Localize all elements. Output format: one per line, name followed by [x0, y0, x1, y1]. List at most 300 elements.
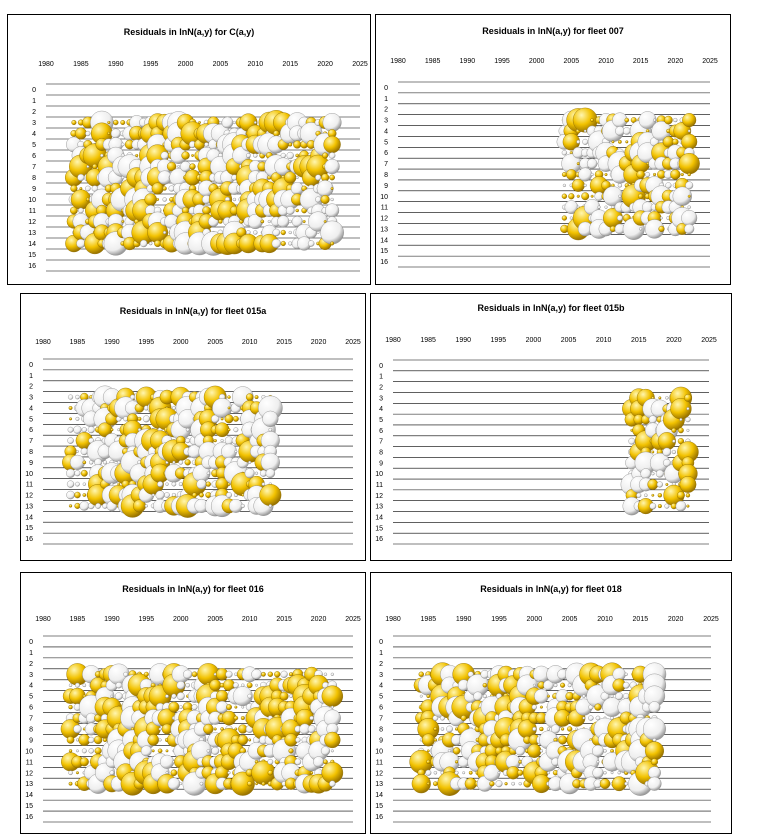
bubble-negative: [289, 220, 292, 223]
y-tick-label: 5: [379, 693, 383, 701]
x-tick-label: 2020: [667, 58, 684, 65]
bubble-negative: [684, 224, 694, 234]
bubble-negative: [295, 759, 301, 765]
bubble-positive: [321, 195, 330, 204]
bubble-negative: [68, 427, 73, 432]
bubble-positive: [652, 451, 654, 453]
bubble-negative: [179, 705, 182, 708]
bubble-positive: [652, 494, 654, 496]
bubble-negative: [76, 450, 78, 452]
bubble-negative: [172, 406, 175, 409]
panel-fleet-015b: [370, 293, 732, 561]
x-tick-label: 1980: [385, 337, 401, 344]
bubble-negative: [570, 217, 573, 220]
bubble-negative: [163, 231, 166, 234]
bubble-positive: [214, 728, 217, 731]
y-tick-label: 15: [25, 525, 33, 533]
bubble-negative: [266, 469, 275, 478]
bubble-negative: [226, 492, 232, 498]
bubble-negative: [588, 716, 593, 721]
y-tick-label: 1: [32, 98, 36, 105]
bubble-negative: [426, 770, 432, 776]
bubble-negative: [241, 504, 245, 508]
x-tick-label: 2010: [241, 339, 258, 346]
bubble-negative: [88, 737, 94, 743]
bubble-negative: [331, 706, 333, 708]
bubble-positive: [528, 744, 542, 758]
bubble-negative: [547, 771, 550, 774]
bubble-positive: [95, 748, 102, 755]
bubble-positive: [135, 154, 138, 157]
bubble-positive: [206, 482, 211, 487]
bubble-negative: [643, 718, 665, 740]
y-tick-label: 15: [375, 803, 383, 811]
bubble-positive: [145, 193, 157, 205]
bubble-negative: [186, 683, 190, 687]
bubble-negative: [277, 216, 289, 228]
bubble-negative: [221, 439, 224, 442]
bubble-positive: [489, 781, 494, 786]
bubble-positive: [169, 702, 179, 712]
bubble-negative: [242, 706, 244, 708]
bubble-negative: [111, 695, 113, 697]
x-tick-label: 1995: [138, 616, 155, 623]
bubble-negative: [532, 705, 537, 710]
bubble-negative: [251, 669, 261, 679]
bubble-chart-fleet-016: [21, 573, 365, 833]
bubble-negative: [78, 174, 85, 181]
bubble-positive: [483, 683, 487, 687]
y-tick-label: 14: [375, 792, 383, 800]
bubble-negative: [186, 428, 189, 431]
y-tick-label: 6: [32, 153, 36, 160]
y-tick-label: 6: [384, 150, 388, 158]
x-tick-label: 2010: [598, 58, 614, 65]
bubble-negative: [665, 396, 668, 399]
y-tick-label: 0: [29, 638, 33, 646]
bubble-positive: [107, 121, 110, 124]
x-tick-label: 1980: [35, 616, 51, 623]
bubble-negative: [117, 461, 120, 464]
bubble-positive: [67, 736, 74, 743]
y-tick-label: 0: [379, 638, 383, 646]
bubble-positive: [191, 154, 193, 156]
y-tick-label: 5: [29, 693, 33, 701]
x-tick-label: 1985: [420, 337, 436, 344]
x-tick-label: 1985: [69, 616, 86, 623]
bubble-negative: [229, 499, 242, 512]
x-tick-label: 1980: [390, 58, 406, 65]
bubble-positive: [185, 460, 191, 466]
y-tick-label: 14: [25, 792, 33, 800]
x-tick-label: 2020: [310, 616, 327, 623]
bubble-negative: [591, 173, 594, 176]
y-tick-label: 5: [379, 417, 383, 425]
bubble-positive: [659, 226, 665, 232]
x-tick-label: 2000: [177, 61, 194, 68]
bubble-positive: [612, 141, 615, 144]
y-tick-label: 8: [379, 726, 383, 734]
bubble-negative: [688, 130, 690, 132]
bubble-negative: [141, 746, 152, 757]
bubble-negative: [177, 165, 179, 167]
y-tick-label: 2: [32, 109, 36, 116]
bubble-positive: [678, 428, 683, 433]
x-tick-label: 1985: [69, 339, 86, 346]
bubble-positive: [69, 418, 72, 421]
bubble-positive: [228, 428, 231, 431]
bubble-negative: [75, 683, 80, 688]
bubble-negative: [262, 483, 265, 486]
x-tick-label: 2015: [632, 616, 649, 623]
y-tick-label: 8: [32, 175, 36, 182]
bubble-negative: [617, 215, 622, 220]
bubble-negative: [262, 411, 278, 427]
y-tick-label: 1: [379, 373, 383, 381]
y-tick-label: 1: [29, 372, 33, 380]
y-tick-label: 6: [379, 427, 383, 435]
y-tick-label: 4: [379, 406, 383, 414]
bubble-negative: [89, 748, 94, 753]
bubble-negative: [685, 417, 690, 422]
bubble-positive: [255, 395, 259, 399]
bubble-negative: [76, 750, 78, 752]
bubble-positive: [280, 692, 288, 700]
bubble-positive: [427, 750, 429, 752]
bubble-negative: [650, 503, 656, 509]
y-tick-label: 16: [375, 536, 383, 544]
bubble-negative: [540, 749, 543, 752]
bubble-positive: [192, 672, 197, 677]
bubble-negative: [676, 501, 686, 511]
y-tick-label: 14: [375, 514, 383, 522]
bubble-positive: [221, 418, 224, 421]
bubble-negative: [582, 139, 588, 145]
bubble-negative: [593, 767, 604, 778]
x-tick-label: 2015: [282, 61, 299, 68]
bubble-positive: [645, 742, 664, 761]
bubble-positive: [687, 505, 690, 508]
bubble-negative: [665, 504, 670, 509]
bubble-positive: [324, 136, 341, 153]
y-tick-label: 13: [375, 503, 383, 511]
y-tick-label: 12: [375, 770, 383, 778]
y-tick-label: 12: [25, 770, 33, 778]
bubble-negative: [287, 152, 294, 159]
bubble-negative: [179, 460, 183, 464]
bubble-negative: [159, 739, 162, 742]
x-tick-label: 2020: [667, 616, 684, 623]
bubble-negative: [111, 129, 121, 139]
y-tick-label: 5: [384, 139, 388, 147]
bubble-positive: [581, 193, 589, 201]
bubble-negative: [649, 416, 657, 424]
bubble-positive: [461, 715, 467, 721]
y-tick-label: 1: [379, 649, 383, 657]
bubble-positive: [453, 747, 460, 754]
bubble-negative: [95, 503, 100, 508]
bubble-positive: [681, 173, 684, 176]
bubble-negative: [177, 681, 185, 689]
x-tick-label: 2000: [172, 616, 189, 623]
bubble-negative: [446, 726, 452, 732]
x-tick-label: 1995: [490, 337, 507, 344]
bubble-positive: [261, 220, 264, 223]
y-tick-label: 0: [384, 84, 388, 92]
bubble-positive: [199, 493, 203, 497]
bubble-positive: [182, 152, 190, 160]
bubble-negative: [248, 461, 251, 464]
bubble-positive: [74, 492, 80, 498]
bubble-positive: [122, 220, 124, 222]
bubble-negative: [329, 152, 335, 158]
x-tick-label: 2015: [630, 337, 647, 344]
bubble-negative: [166, 483, 169, 486]
y-tick-label: 7: [32, 164, 36, 171]
bubble-negative: [331, 198, 334, 201]
y-tick-label: 14: [25, 514, 33, 522]
bubble-negative: [533, 684, 535, 686]
bubble-positive: [637, 170, 645, 178]
bubble-positive: [539, 727, 543, 731]
bubble-negative: [66, 491, 74, 499]
bubble-negative: [672, 450, 676, 454]
bubble-positive: [215, 423, 229, 437]
bubble-negative: [76, 239, 85, 248]
bubble-negative: [660, 217, 662, 219]
bubble-negative: [143, 416, 150, 423]
y-tick-label: 12: [28, 219, 36, 226]
bubble-positive: [560, 683, 565, 688]
bubble-positive: [156, 198, 158, 200]
bubble-negative: [672, 440, 675, 443]
bubble-negative: [673, 118, 677, 122]
x-tick-label: 2005: [207, 616, 224, 623]
bubble-negative: [149, 242, 152, 245]
bubble-negative: [281, 153, 286, 158]
bubble-positive: [682, 113, 696, 127]
bubble-negative: [441, 727, 444, 730]
y-tick-label: 15: [375, 525, 383, 533]
bubble-negative: [75, 470, 81, 476]
y-tick-label: 10: [25, 470, 33, 478]
bubble-positive: [234, 716, 238, 720]
bubble-negative: [651, 472, 654, 475]
bubble-negative: [121, 143, 124, 146]
panel-catch: [7, 14, 371, 285]
y-tick-label: 10: [375, 471, 383, 479]
y-tick-label: 11: [375, 481, 383, 489]
bubble-negative: [618, 195, 621, 198]
bubble-negative: [325, 159, 340, 174]
x-tick-label: 1990: [455, 616, 472, 623]
bubble-positive: [664, 116, 672, 124]
bubble-negative: [688, 206, 691, 209]
bubble-positive: [83, 493, 86, 496]
bubble-negative: [315, 175, 321, 181]
bubble-positive: [198, 121, 200, 123]
bubble-positive: [434, 727, 437, 730]
bubble-negative: [82, 749, 87, 754]
bubble-positive: [80, 758, 89, 767]
bubble-positive: [688, 173, 691, 176]
bubble-negative: [110, 771, 114, 775]
bubble-positive: [218, 220, 222, 224]
y-tick-label: 10: [28, 197, 36, 204]
bubble-negative: [140, 240, 147, 247]
bubble-positive: [567, 727, 572, 732]
bubble-positive: [190, 164, 196, 170]
y-tick-label: 2: [29, 660, 33, 668]
bubble-positive: [323, 760, 327, 764]
x-tick-label: 1985: [424, 58, 441, 65]
bubble-positive: [148, 734, 159, 745]
x-tick-label: 2025: [701, 337, 717, 344]
bubble-negative: [166, 772, 168, 774]
y-tick-label: 10: [375, 748, 383, 756]
y-tick-label: 0: [379, 362, 383, 370]
x-tick-label: 2000: [172, 339, 189, 346]
bubble-negative: [687, 407, 690, 410]
bubble-negative: [179, 482, 183, 486]
bubble-negative: [180, 782, 182, 784]
bubble-negative: [455, 771, 459, 775]
y-tick-label: 4: [32, 131, 36, 138]
bubble-negative: [604, 771, 607, 774]
bubble-negative: [434, 771, 437, 774]
x-tick-label: 1985: [73, 61, 89, 68]
bubble-negative: [75, 482, 79, 486]
bubble-negative: [473, 692, 482, 701]
bubble-positive: [600, 779, 610, 789]
x-tick-label: 1995: [142, 61, 159, 68]
bubble-negative: [81, 448, 88, 455]
bubble-negative: [680, 418, 683, 421]
bubble-positive: [152, 750, 154, 752]
y-tick-label: 9: [32, 186, 36, 193]
bubble-positive: [666, 483, 669, 486]
y-tick-label: 3: [379, 671, 383, 679]
bubble-positive: [80, 187, 82, 189]
bubble-positive: [433, 782, 437, 786]
y-tick-label: 6: [379, 704, 383, 712]
bubble-negative: [268, 759, 273, 764]
bubble-negative: [331, 673, 334, 676]
bubble-positive: [427, 782, 430, 785]
bubble-positive: [540, 706, 543, 709]
bubble-negative: [234, 427, 239, 432]
x-tick-label: 2025: [352, 61, 368, 68]
y-tick-label: 13: [25, 503, 33, 511]
bubble-positive: [158, 749, 162, 753]
bubble-negative: [219, 121, 222, 124]
bubble-positive: [577, 195, 580, 198]
bubble-positive: [103, 738, 107, 742]
bubble-negative: [115, 692, 122, 699]
panel-fleet-018: [370, 572, 732, 834]
x-tick-label: 1995: [138, 339, 155, 346]
bubble-positive: [658, 504, 662, 508]
bubble-negative: [641, 468, 651, 478]
y-tick-label: 8: [379, 449, 383, 457]
bubble-positive: [225, 415, 233, 423]
bubble-positive: [226, 704, 231, 709]
bubble-positive: [677, 492, 684, 499]
bubble-negative: [255, 472, 258, 475]
bubble-positive: [547, 695, 550, 698]
bubble-positive: [684, 394, 691, 401]
bubble-positive: [610, 749, 613, 752]
y-tick-label: 7: [379, 715, 383, 723]
bubble-positive: [427, 695, 430, 698]
bubble-negative: [625, 673, 628, 676]
bubble-negative: [584, 184, 587, 187]
bubble-negative: [623, 682, 629, 688]
bubble-negative: [82, 427, 87, 432]
bubble-positive: [558, 736, 567, 745]
bubble-negative: [636, 493, 641, 498]
bubble-negative: [248, 694, 252, 698]
bubble-negative: [511, 782, 514, 785]
bubble-negative: [584, 130, 586, 132]
bubble-negative: [69, 684, 72, 687]
bubble-chart-fleet-018: [371, 573, 731, 833]
y-tick-label: 0: [32, 87, 36, 94]
bubble-negative: [577, 140, 580, 143]
bubble-negative: [83, 684, 86, 687]
x-tick-label: 2015: [276, 339, 292, 346]
bubble-negative: [623, 693, 629, 699]
bubble-positive: [202, 206, 210, 214]
y-tick-label: 5: [32, 142, 36, 149]
bubble-negative: [639, 227, 642, 230]
bubble-negative: [656, 470, 664, 478]
bubble-positive: [322, 686, 343, 707]
x-tick-label: 1990: [459, 58, 476, 65]
y-tick-label: 3: [32, 120, 36, 127]
bubble-negative: [228, 771, 231, 774]
bubble-negative: [532, 727, 536, 731]
bubble-positive: [81, 470, 87, 476]
bubble-positive: [296, 154, 299, 157]
bubble-positive: [625, 118, 629, 122]
bubble-negative: [320, 221, 343, 244]
y-tick-label: 11: [25, 481, 33, 489]
x-tick-label: 2010: [247, 61, 264, 68]
bubble-negative: [211, 747, 219, 755]
y-tick-label: 9: [29, 459, 33, 467]
bubble-positive: [69, 749, 72, 752]
y-tick-label: 3: [384, 117, 388, 125]
y-tick-label: 0: [29, 361, 33, 369]
bubble-positive: [434, 739, 437, 742]
bubble-negative: [157, 481, 163, 487]
bubble-negative: [653, 119, 656, 122]
bubble-positive: [572, 179, 585, 192]
y-tick-label: 3: [29, 394, 33, 402]
bubble-positive: [561, 728, 564, 731]
bubble-positive: [562, 216, 567, 221]
bubble-positive: [591, 118, 594, 121]
y-tick-label: 13: [25, 781, 33, 789]
bubble-negative: [192, 704, 198, 710]
x-tick-label: 2000: [525, 337, 542, 344]
bubble-negative: [605, 206, 608, 209]
bubble-negative: [245, 468, 255, 478]
bubble-negative: [644, 494, 647, 497]
y-tick-label: 16: [25, 536, 33, 544]
x-tick-label: 2010: [597, 616, 613, 623]
